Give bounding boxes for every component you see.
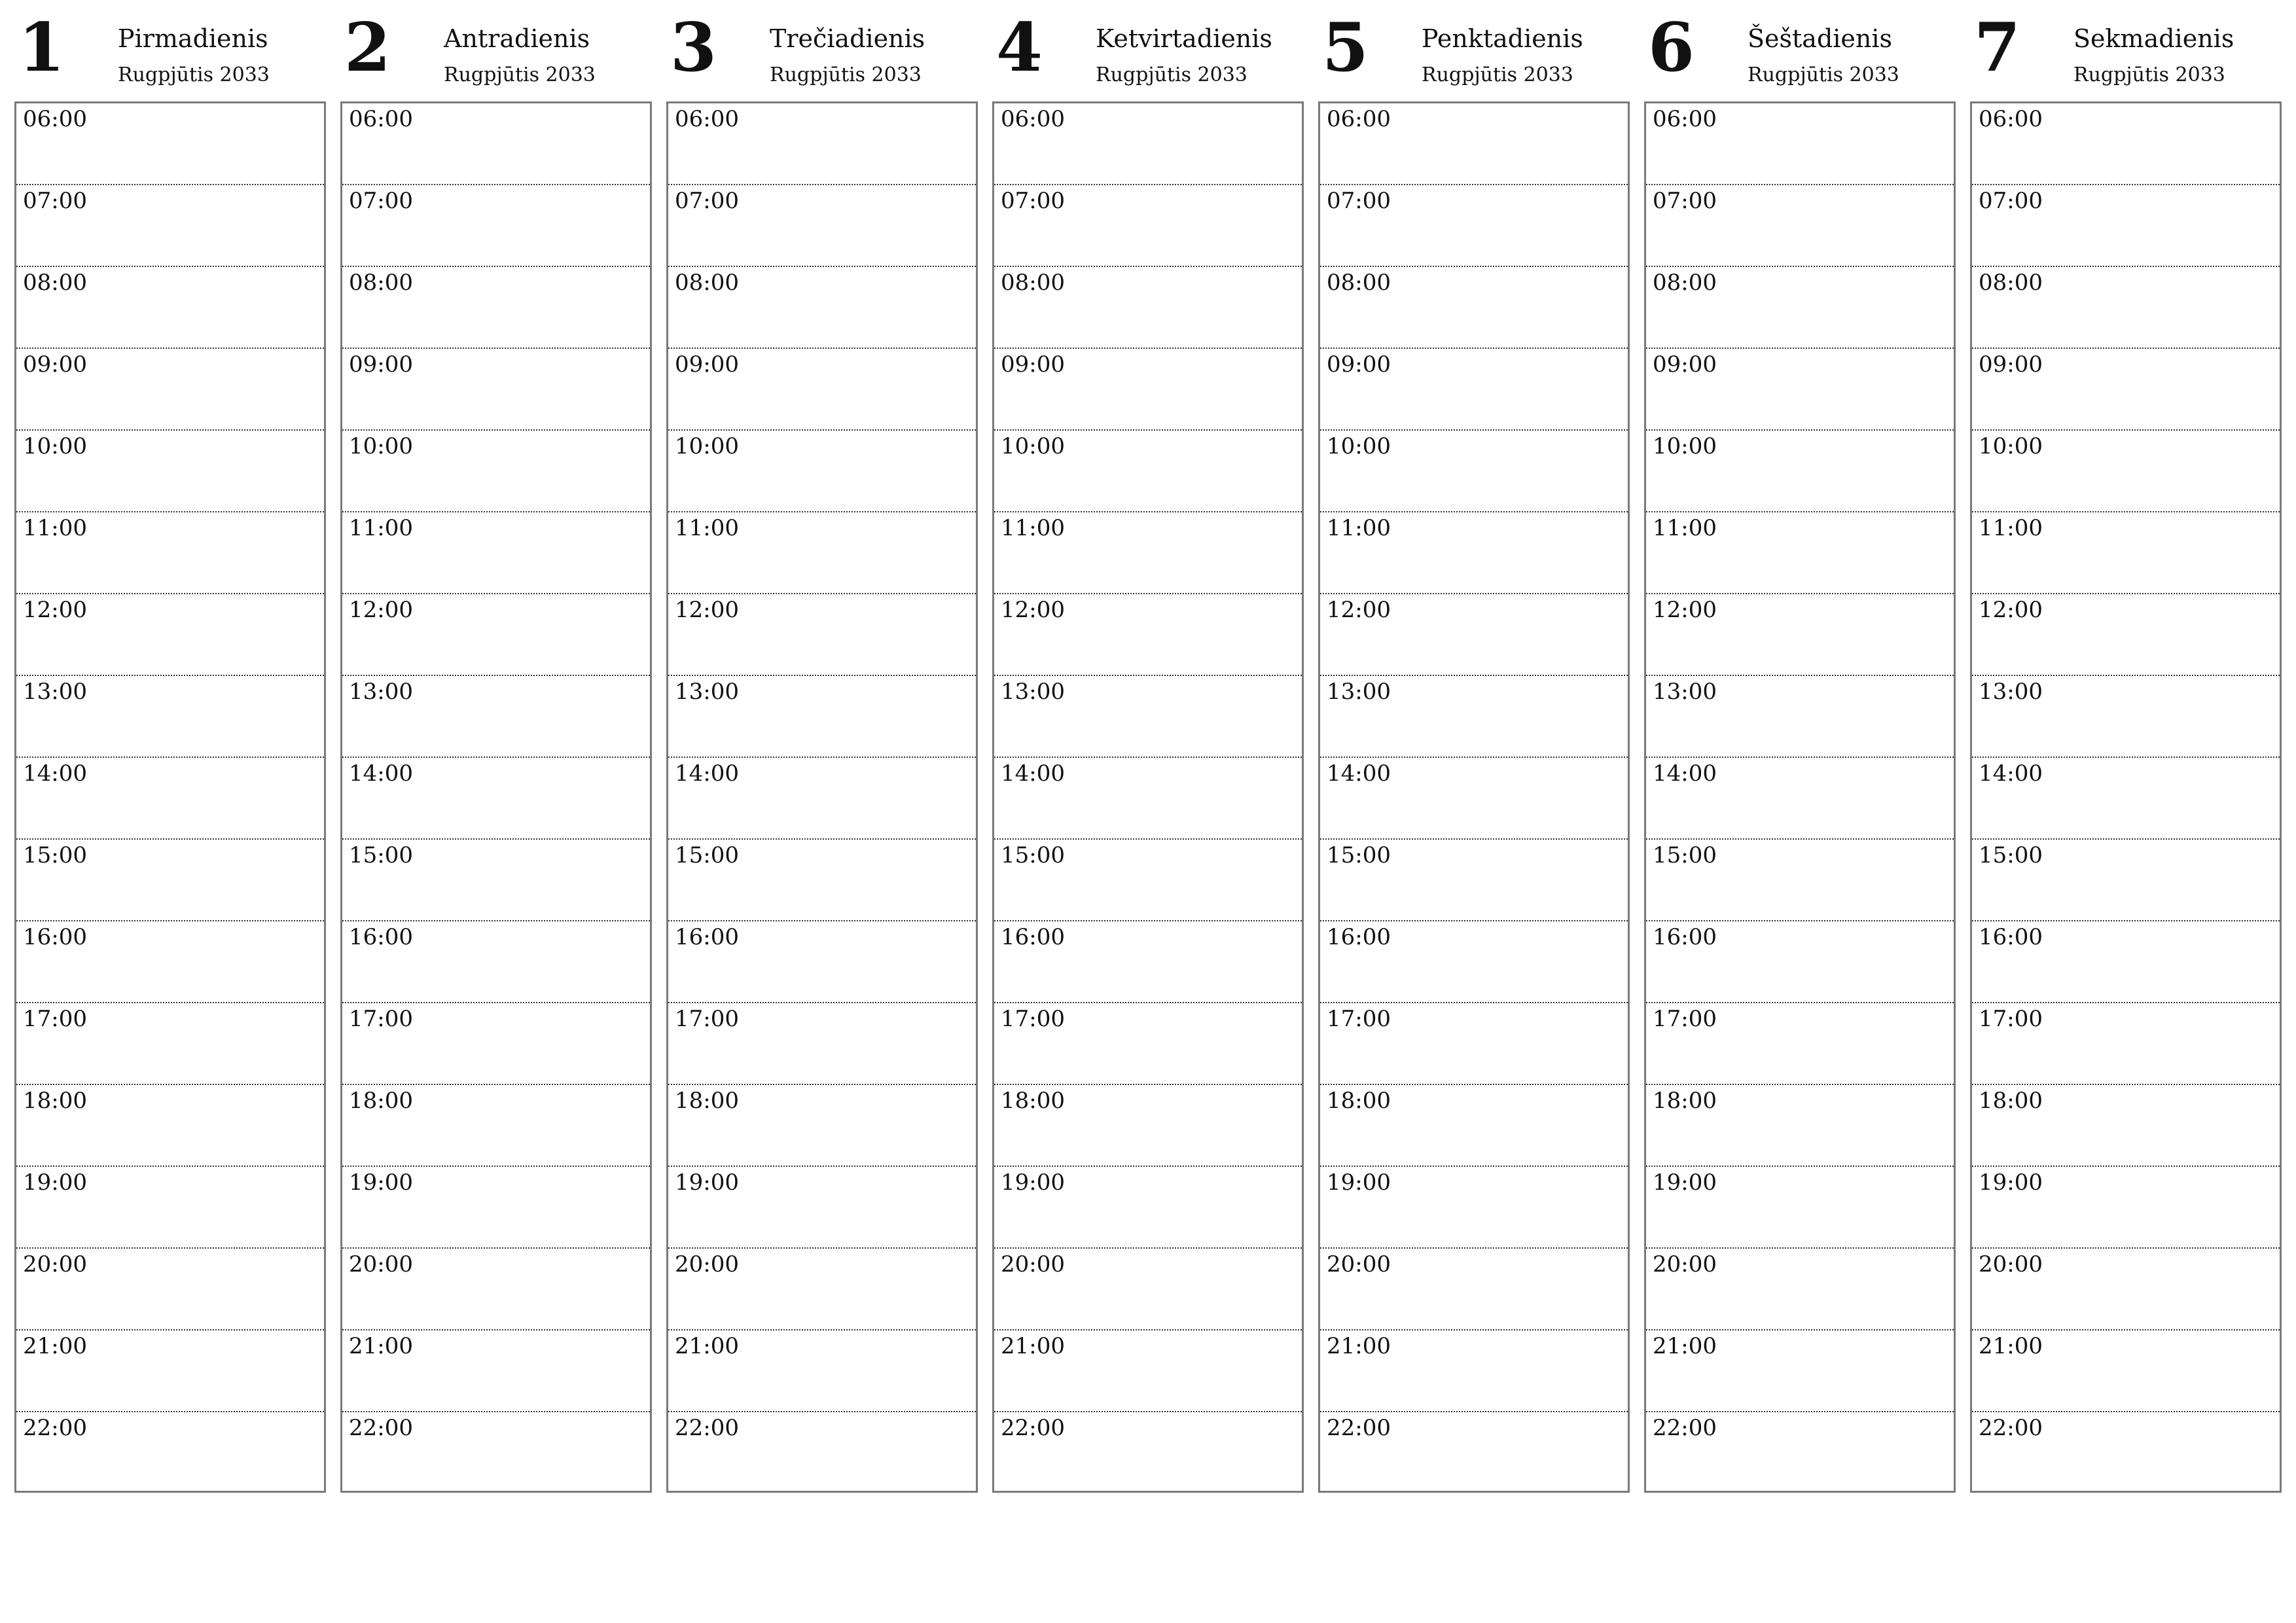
time-label: 10:00: [1001, 433, 1065, 459]
weekly-planner: [14, 0, 2282, 1493]
time-slot[interactable]: [1646, 921, 1954, 1003]
time-label: 21:00: [1653, 1333, 1717, 1359]
time-slot[interactable]: [668, 1330, 976, 1412]
time-slot[interactable]: [16, 594, 324, 676]
time-label: 13:00: [675, 679, 739, 705]
time-slot[interactable]: [668, 758, 976, 840]
time-slot[interactable]: [1972, 1249, 2280, 1330]
time-label: 07:00: [675, 188, 739, 214]
time-label: 14:00: [1327, 760, 1391, 787]
day-header: [340, 0, 652, 101]
time-slot[interactable]: [342, 1085, 650, 1167]
time-slot[interactable]: [1320, 921, 1628, 1003]
time-label: 21:00: [23, 1333, 87, 1359]
time-slot[interactable]: [1972, 1412, 2280, 1494]
time-label: 16:00: [1653, 924, 1717, 950]
time-slot[interactable]: [1972, 840, 2280, 921]
time-label: 20:00: [1979, 1251, 2043, 1277]
time-slot[interactable]: [16, 676, 324, 758]
time-label: 08:00: [675, 270, 739, 296]
time-slot[interactable]: [342, 676, 650, 758]
time-label: 14:00: [23, 760, 87, 787]
time-slot[interactable]: [342, 185, 650, 267]
time-slot[interactable]: [342, 1003, 650, 1085]
time-slot[interactable]: [994, 185, 1302, 267]
day-name: Pirmadienis: [118, 24, 268, 53]
time-slot[interactable]: [1320, 349, 1628, 431]
time-slot[interactable]: [16, 1085, 324, 1167]
time-label: 19:00: [1979, 1169, 2043, 1196]
time-slot[interactable]: [1972, 185, 2280, 267]
day-column: [992, 0, 1304, 1493]
time-slot[interactable]: [342, 1249, 650, 1330]
time-slot[interactable]: [668, 431, 976, 512]
time-label: 10:00: [23, 433, 87, 459]
time-label: 16:00: [1327, 924, 1391, 950]
time-label: 20:00: [23, 1251, 87, 1277]
time-label: 07:00: [1653, 188, 1717, 214]
time-label: 14:00: [349, 760, 413, 787]
time-label: 18:00: [1001, 1088, 1065, 1114]
time-label: 17:00: [1327, 1006, 1391, 1032]
day-number: 2: [344, 9, 391, 87]
day-schedule: [1970, 101, 2282, 1493]
day-schedule: [1318, 101, 1630, 1493]
day-header: [666, 0, 978, 101]
time-slot[interactable]: [668, 185, 976, 267]
day-number: 4: [996, 9, 1043, 87]
time-label: 17:00: [1979, 1006, 2043, 1032]
time-slot[interactable]: [1646, 103, 1954, 185]
time-slot[interactable]: [342, 267, 650, 349]
time-slot[interactable]: [1646, 267, 1954, 349]
time-slot[interactable]: [342, 103, 650, 185]
time-label: 12:00: [1327, 597, 1391, 623]
time-slot[interactable]: [16, 349, 324, 431]
time-slot[interactable]: [1646, 431, 1954, 512]
time-label: 08:00: [1653, 270, 1717, 296]
time-slot[interactable]: [342, 921, 650, 1003]
time-label: 10:00: [1653, 433, 1717, 459]
time-label: 20:00: [1327, 1251, 1391, 1277]
time-slot[interactable]: [16, 1330, 324, 1412]
day-name: Antradienis: [444, 24, 590, 53]
time-label: 15:00: [1327, 842, 1391, 868]
time-slot[interactable]: [16, 840, 324, 921]
time-label: 08:00: [23, 270, 87, 296]
time-label: 11:00: [349, 515, 413, 541]
time-label: 20:00: [1001, 1251, 1065, 1277]
time-slot[interactable]: [1320, 758, 1628, 840]
time-label: 09:00: [1001, 351, 1065, 378]
time-slot[interactable]: [1972, 676, 2280, 758]
time-slot[interactable]: [1972, 758, 2280, 840]
time-slot[interactable]: [668, 1085, 976, 1167]
time-slot[interactable]: [16, 1412, 324, 1494]
time-slot[interactable]: [16, 185, 324, 267]
time-label: 22:00: [1001, 1415, 1065, 1441]
time-label: 19:00: [675, 1169, 739, 1196]
time-slot[interactable]: [1972, 1085, 2280, 1167]
time-slot[interactable]: [994, 1249, 1302, 1330]
day-column: [340, 0, 652, 1493]
time-slot[interactable]: [1646, 1330, 1954, 1412]
day-column: [666, 0, 978, 1493]
time-label: 06:00: [1001, 106, 1065, 132]
time-slot[interactable]: [342, 512, 650, 594]
time-label: 06:00: [349, 106, 413, 132]
time-slot[interactable]: [668, 594, 976, 676]
time-slot[interactable]: [1320, 676, 1628, 758]
time-slot[interactable]: [1646, 758, 1954, 840]
time-slot[interactable]: [1320, 1330, 1628, 1412]
time-slot[interactable]: [1320, 512, 1628, 594]
time-slot[interactable]: [1646, 840, 1954, 921]
time-slot[interactable]: [668, 921, 976, 1003]
time-label: 07:00: [349, 188, 413, 214]
day-schedule: [992, 101, 1304, 1493]
time-slot[interactable]: [16, 1249, 324, 1330]
time-label: 08:00: [1001, 270, 1065, 296]
time-label: 19:00: [349, 1169, 413, 1196]
day-header: [992, 0, 1304, 101]
time-label: 15:00: [1653, 842, 1717, 868]
time-slot[interactable]: [1972, 431, 2280, 512]
time-label: 16:00: [349, 924, 413, 950]
time-slot[interactable]: [994, 349, 1302, 431]
time-slot[interactable]: [16, 758, 324, 840]
time-slot[interactable]: [1646, 594, 1954, 676]
time-label: 22:00: [1979, 1415, 2043, 1441]
time-label: 17:00: [1653, 1006, 1717, 1032]
time-label: 11:00: [1653, 515, 1717, 541]
time-slot[interactable]: [1972, 103, 2280, 185]
time-slot[interactable]: [1320, 1003, 1628, 1085]
day-header: [14, 0, 326, 101]
time-label: 10:00: [349, 433, 413, 459]
time-slot[interactable]: [668, 1167, 976, 1249]
time-label: 17:00: [675, 1006, 739, 1032]
time-slot[interactable]: [1972, 594, 2280, 676]
time-slot[interactable]: [994, 1167, 1302, 1249]
day-schedule: [340, 101, 652, 1493]
time-label: 22:00: [23, 1415, 87, 1441]
time-slot[interactable]: [668, 1249, 976, 1330]
time-slot[interactable]: [1320, 1085, 1628, 1167]
day-number: 6: [1648, 9, 1695, 87]
time-slot[interactable]: [16, 512, 324, 594]
time-label: 21:00: [349, 1333, 413, 1359]
time-slot[interactable]: [1320, 431, 1628, 512]
time-slot[interactable]: [1320, 594, 1628, 676]
time-label: 11:00: [1327, 515, 1391, 541]
day-header: [1318, 0, 1630, 101]
time-label: 06:00: [1327, 106, 1391, 132]
time-slot[interactable]: [16, 1003, 324, 1085]
time-slot[interactable]: [994, 1085, 1302, 1167]
day-month-label: Rugpjūtis 2033: [1748, 63, 1899, 86]
time-label: 16:00: [675, 924, 739, 950]
time-label: 15:00: [675, 842, 739, 868]
time-label: 13:00: [1979, 679, 2043, 705]
time-label: 12:00: [1653, 597, 1717, 623]
time-label: 11:00: [1979, 515, 2043, 541]
time-label: 06:00: [1653, 106, 1717, 132]
time-slot[interactable]: [1972, 921, 2280, 1003]
time-slot[interactable]: [994, 103, 1302, 185]
time-label: 12:00: [1979, 597, 2043, 623]
time-label: 09:00: [1327, 351, 1391, 378]
time-slot[interactable]: [1646, 349, 1954, 431]
time-slot[interactable]: [1320, 1167, 1628, 1249]
day-name: Trečiadienis: [770, 24, 925, 53]
time-slot[interactable]: [994, 676, 1302, 758]
time-slot[interactable]: [1646, 185, 1954, 267]
time-label: 22:00: [349, 1415, 413, 1441]
time-label: 10:00: [1979, 433, 2043, 459]
time-slot[interactable]: [16, 103, 324, 185]
day-number: 1: [18, 9, 65, 87]
time-slot[interactable]: [1320, 185, 1628, 267]
time-label: 07:00: [23, 188, 87, 214]
time-slot[interactable]: [994, 267, 1302, 349]
time-label: 13:00: [1653, 679, 1717, 705]
time-label: 21:00: [1001, 1333, 1065, 1359]
time-slot[interactable]: [668, 840, 976, 921]
day-number: 3: [670, 9, 717, 87]
day-month-label: Rugpjūtis 2033: [1096, 63, 1247, 86]
time-label: 22:00: [1327, 1415, 1391, 1441]
time-label: 09:00: [349, 351, 413, 378]
time-label: 18:00: [1327, 1088, 1391, 1114]
time-slot[interactable]: [1320, 103, 1628, 185]
time-slot[interactable]: [994, 1330, 1302, 1412]
day-number: 7: [1974, 9, 2020, 87]
time-label: 12:00: [23, 597, 87, 623]
time-label: 19:00: [23, 1169, 87, 1196]
time-label: 06:00: [23, 106, 87, 132]
time-slot[interactable]: [668, 267, 976, 349]
day-column: [1318, 0, 1630, 1493]
time-slot[interactable]: [668, 103, 976, 185]
time-slot[interactable]: [994, 758, 1302, 840]
time-label: 10:00: [675, 433, 739, 459]
day-number: 5: [1322, 9, 1369, 87]
time-label: 15:00: [1001, 842, 1065, 868]
time-label: 09:00: [1979, 351, 2043, 378]
day-header: [1970, 0, 2282, 101]
time-label: 11:00: [1001, 515, 1065, 541]
day-name: Penktadienis: [1422, 24, 1583, 53]
time-label: 12:00: [349, 597, 413, 623]
time-label: 09:00: [1653, 351, 1717, 378]
time-label: 17:00: [23, 1006, 87, 1032]
time-slot[interactable]: [668, 349, 976, 431]
time-slot[interactable]: [994, 512, 1302, 594]
time-label: 12:00: [1001, 597, 1065, 623]
time-label: 10:00: [1327, 433, 1391, 459]
time-slot[interactable]: [16, 1167, 324, 1249]
time-label: 16:00: [1001, 924, 1065, 950]
time-slot[interactable]: [342, 758, 650, 840]
time-label: 19:00: [1327, 1169, 1391, 1196]
time-label: 20:00: [1653, 1251, 1717, 1277]
time-slot[interactable]: [1972, 512, 2280, 594]
time-slot[interactable]: [16, 921, 324, 1003]
time-label: 12:00: [675, 597, 739, 623]
time-slot[interactable]: [1646, 1249, 1954, 1330]
time-slot[interactable]: [16, 267, 324, 349]
time-slot[interactable]: [342, 431, 650, 512]
time-label: 17:00: [1001, 1006, 1065, 1032]
day-column: [1644, 0, 1956, 1493]
time-slot[interactable]: [1320, 1249, 1628, 1330]
time-slot[interactable]: [1646, 1167, 1954, 1249]
time-slot[interactable]: [1320, 1412, 1628, 1494]
time-label: 07:00: [1327, 188, 1391, 214]
day-header: [1644, 0, 1956, 101]
day-name: Ketvirtadienis: [1096, 24, 1272, 53]
time-slot[interactable]: [1646, 1412, 1954, 1494]
time-label: 20:00: [349, 1251, 413, 1277]
time-label: 07:00: [1001, 188, 1065, 214]
time-slot[interactable]: [342, 1330, 650, 1412]
time-slot[interactable]: [994, 840, 1302, 921]
time-label: 08:00: [1327, 270, 1391, 296]
time-slot[interactable]: [342, 840, 650, 921]
time-slot[interactable]: [994, 431, 1302, 512]
time-slot[interactable]: [1646, 676, 1954, 758]
time-slot[interactable]: [1972, 349, 2280, 431]
time-slot[interactable]: [1972, 1167, 2280, 1249]
day-column: [1970, 0, 2282, 1493]
time-slot[interactable]: [1972, 1330, 2280, 1412]
time-slot[interactable]: [342, 1412, 650, 1494]
time-label: 06:00: [1979, 106, 2043, 132]
time-slot[interactable]: [1972, 267, 2280, 349]
time-label: 08:00: [1979, 270, 2043, 296]
time-label: 15:00: [23, 842, 87, 868]
day-month-label: Rugpjūtis 2033: [118, 63, 270, 86]
day-name: Šeštadienis: [1748, 24, 1893, 53]
time-label: 19:00: [1653, 1169, 1717, 1196]
time-label: 17:00: [349, 1006, 413, 1032]
time-slot[interactable]: [1646, 1003, 1954, 1085]
time-label: 13:00: [1327, 679, 1391, 705]
time-label: 18:00: [1979, 1088, 2043, 1114]
day-month-label: Rugpjūtis 2033: [770, 63, 922, 86]
time-label: 06:00: [675, 106, 739, 132]
time-label: 21:00: [1327, 1333, 1391, 1359]
day-month-label: Rugpjūtis 2033: [444, 63, 596, 86]
time-slot[interactable]: [1646, 1085, 1954, 1167]
time-label: 21:00: [675, 1333, 739, 1359]
time-label: 16:00: [1979, 924, 2043, 950]
time-label: 18:00: [23, 1088, 87, 1114]
time-slot[interactable]: [668, 1003, 976, 1085]
time-label: 21:00: [1979, 1333, 2043, 1359]
time-slot[interactable]: [668, 676, 976, 758]
time-label: 07:00: [1979, 188, 2043, 214]
time-label: 14:00: [1001, 760, 1065, 787]
time-slot[interactable]: [1646, 512, 1954, 594]
time-label: 18:00: [675, 1088, 739, 1114]
time-slot[interactable]: [994, 921, 1302, 1003]
time-slot[interactable]: [1320, 267, 1628, 349]
time-label: 13:00: [23, 679, 87, 705]
time-label: 20:00: [675, 1251, 739, 1277]
time-label: 14:00: [675, 760, 739, 787]
day-month-label: Rugpjūtis 2033: [1422, 63, 1573, 86]
time-slot[interactable]: [668, 1412, 976, 1494]
day-schedule: [1644, 101, 1956, 1493]
time-label: 18:00: [1653, 1088, 1717, 1114]
day-column: [14, 0, 326, 1493]
time-label: 14:00: [1653, 760, 1717, 787]
time-label: 11:00: [23, 515, 87, 541]
day-month-label: Rugpjūtis 2033: [2073, 63, 2225, 86]
time-label: 16:00: [23, 924, 87, 950]
time-label: 18:00: [349, 1088, 413, 1114]
time-slot[interactable]: [16, 431, 324, 512]
time-label: 15:00: [349, 842, 413, 868]
time-label: 15:00: [1979, 842, 2043, 868]
time-slot[interactable]: [342, 594, 650, 676]
day-schedule: [14, 101, 326, 1493]
time-slot[interactable]: [1320, 840, 1628, 921]
day-name: Sekmadienis: [2073, 24, 2234, 53]
time-slot[interactable]: [994, 1412, 1302, 1494]
time-slot[interactable]: [342, 1167, 650, 1249]
time-label: 22:00: [1653, 1415, 1717, 1441]
time-slot[interactable]: [668, 512, 976, 594]
time-slot[interactable]: [342, 349, 650, 431]
time-slot[interactable]: [1972, 1003, 2280, 1085]
time-label: 08:00: [349, 270, 413, 296]
day-schedule: [666, 101, 978, 1493]
time-label: 11:00: [675, 515, 739, 541]
time-label: 19:00: [1001, 1169, 1065, 1196]
time-label: 22:00: [675, 1415, 739, 1441]
time-slot[interactable]: [994, 1003, 1302, 1085]
time-label: 14:00: [1979, 760, 2043, 787]
time-label: 09:00: [23, 351, 87, 378]
time-label: 09:00: [675, 351, 739, 378]
time-label: 13:00: [349, 679, 413, 705]
time-slot[interactable]: [994, 594, 1302, 676]
time-label: 13:00: [1001, 679, 1065, 705]
